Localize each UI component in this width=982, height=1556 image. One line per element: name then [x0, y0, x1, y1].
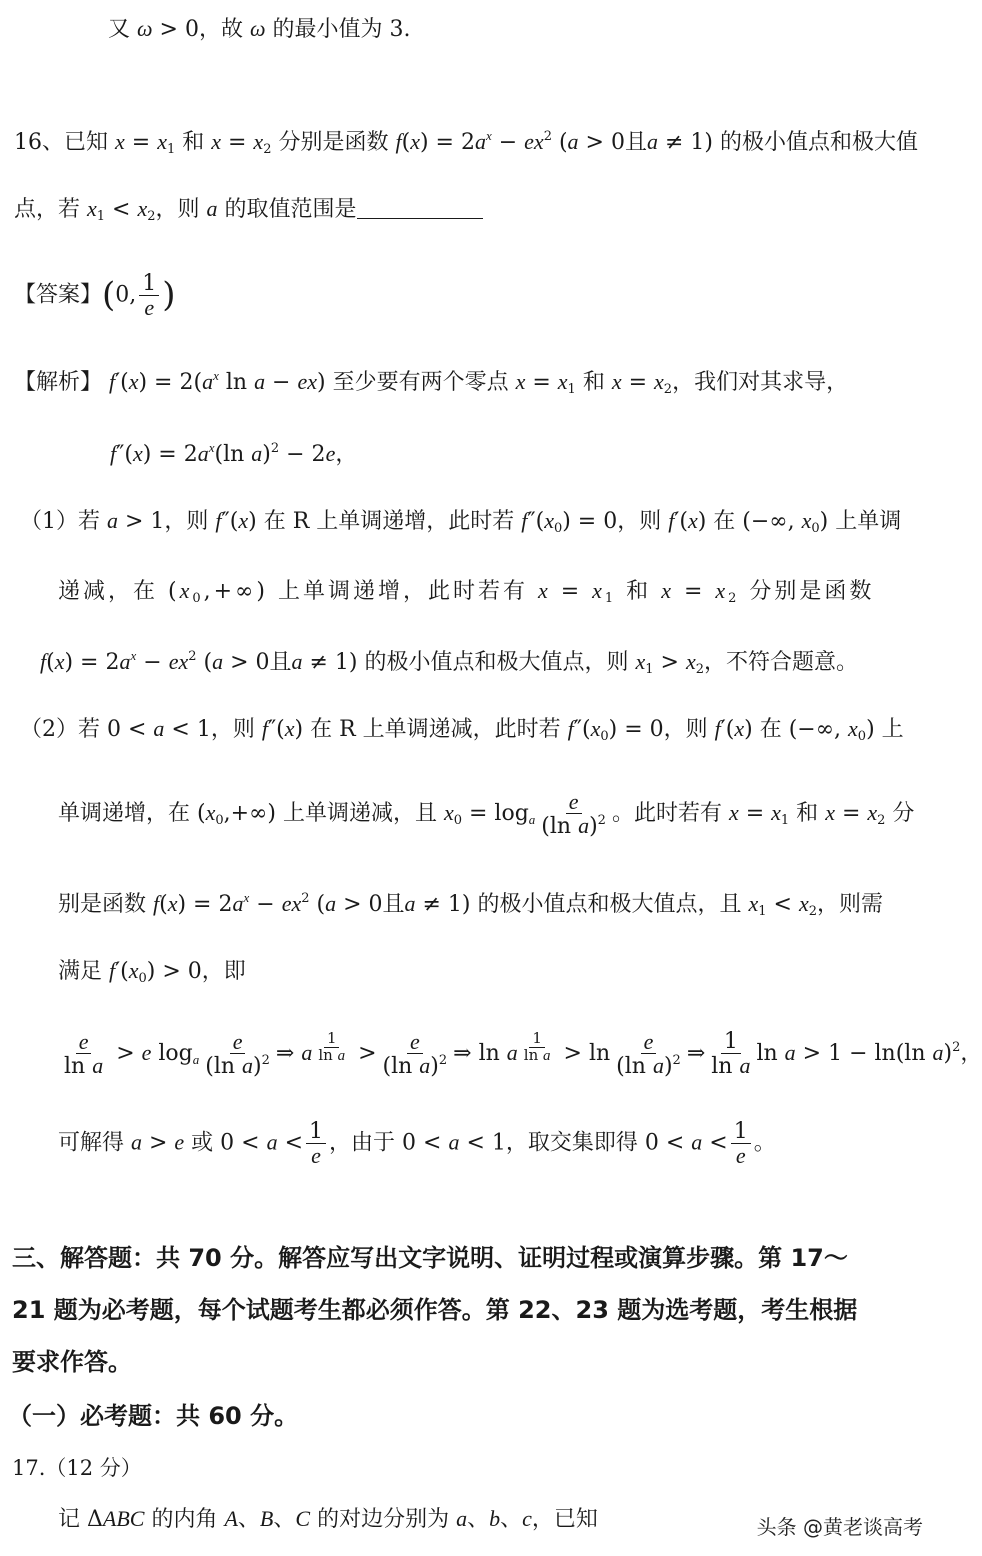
- analysis-case2-line2: 单调递增，在 $(x_0,+\infty)$ 上单调递减，且 $x_0 = \log_a$ $\frac{e}{(\ln a)^2}$ 。此时若有 $x = x_1$ 和 $x = x_2$ 分: [58, 789, 915, 840]
- section3-line3: 要求作答。: [12, 1348, 132, 1376]
- analysis-case1-line1: （1）若 a > 1，则 f″(x) 在 R 上单调递增，此时若 $f''(x_0) = 0$，则 f′(x) 在 (−∞, $x_0$) 上单调: [20, 508, 902, 536]
- prev-solution-ending: 又 ω > 0，故 ω 的最小值为 3.: [108, 16, 411, 42]
- analysis-line-1: 【解析】 $f'(x) = 2(a^x$ ln a − ex) 至少要有两个零点 $x = x_1$ 和 $x = x_2$，我们对其求导，: [14, 368, 849, 397]
- problem16-statement-line2: 点，若 $x_1 < x_2$，则 a 的取值范围是: [14, 196, 483, 225]
- answer-blank: [357, 198, 483, 219]
- problem16-statement-line1: 16、已知 $x = x_1$ 和 $x = x_2$ 分别是函数 $f(x) = 2a^x - ex^2$ (a > 0且a ≠ 1) 的极小值点和极大值: [14, 128, 918, 157]
- section3-line1: 三、解答题：共 70 分。解答应写出文字说明、证明过程或演算步骤。第 17～: [12, 1244, 848, 1272]
- section3-line2: 21 题为必考题，每个试题考生都必须作答。第 22、23 题为选考题，考生根据: [12, 1296, 858, 1324]
- problem17-number: 17.（12 分）: [12, 1456, 142, 1480]
- problem17-statement: 记 ΔABC 的内角 A、B、C 的对边分别为 a、b、c，已知: [58, 1506, 598, 1532]
- answer-label: 【答案】: [14, 282, 103, 308]
- watermark: 头条 @黄老谈高考: [753, 1509, 927, 1542]
- analysis-label: 【解析】: [14, 370, 103, 395]
- analysis-case1-line3: $f(x) = 2a^x - ex^2$ (a > 0且a ≠ 1) 的极小值点和极大值点，则 $x_1 > x_2$，不符合题意。: [40, 648, 859, 677]
- analysis-case2-line3: 别是函数 $f(x) = 2a^x - ex^2$ (a > 0且a ≠ 1) 的极小值点和极大值点，且 $x_1 < x_2$，则需: [58, 890, 884, 919]
- section3-subheading: （一）必考题：共 60 分。: [8, 1402, 299, 1430]
- analysis-case2-line1: （2）若 0 < a < 1，则 f″(x) 在 R 上单调递减，此时若 $f''(x_0) = 0$，则 f′(x) 在 (−∞, $x_0$) 上: [20, 716, 904, 744]
- analysis-line-2: $f''(x) = 2a^x(\ln$ a)$^2$ − 2e，: [110, 440, 358, 467]
- analysis-case1-line2: 递减，在 $(x_0,+\infty)$ 上单调递增，此时若有 $x = x_1$ 和 $x = x_2$ 分别是函数: [58, 578, 875, 606]
- analysis-conclusion: 可解得 a > e 或 0 < a < $\frac{1}{e}$ ，由于 0 < a < 1，取交集即得 0 < a < $\frac{1}{e}$ 。: [58, 1119, 776, 1169]
- analysis-case2-line4: 满足 $f'(x_0) > 0$，即: [58, 958, 246, 986]
- analysis-derivation-chain: $\frac{e}{\text{ln a}}$ > e $\log_a$ $\frac{e}{(\ln a)^2}$ ⇒ a $^{\frac{1}{\text{ln a}}}$ > $\frac{e}{(\ln a)^2}$ ⇒ ln a $^{\frac{1}{\text{ln a}}}$ > ln $\frac{e}{(\ln a)^2}$ ⇒ $\frac{1}{\text{ln a}}$ ln a > 1 − ln(ln a)$^2$，: [64, 1028, 982, 1080]
- problem16-answer: 【答案】(0, $\frac{1}{e}$ ): [14, 271, 176, 321]
- problem16-number: 16、: [14, 130, 64, 155]
